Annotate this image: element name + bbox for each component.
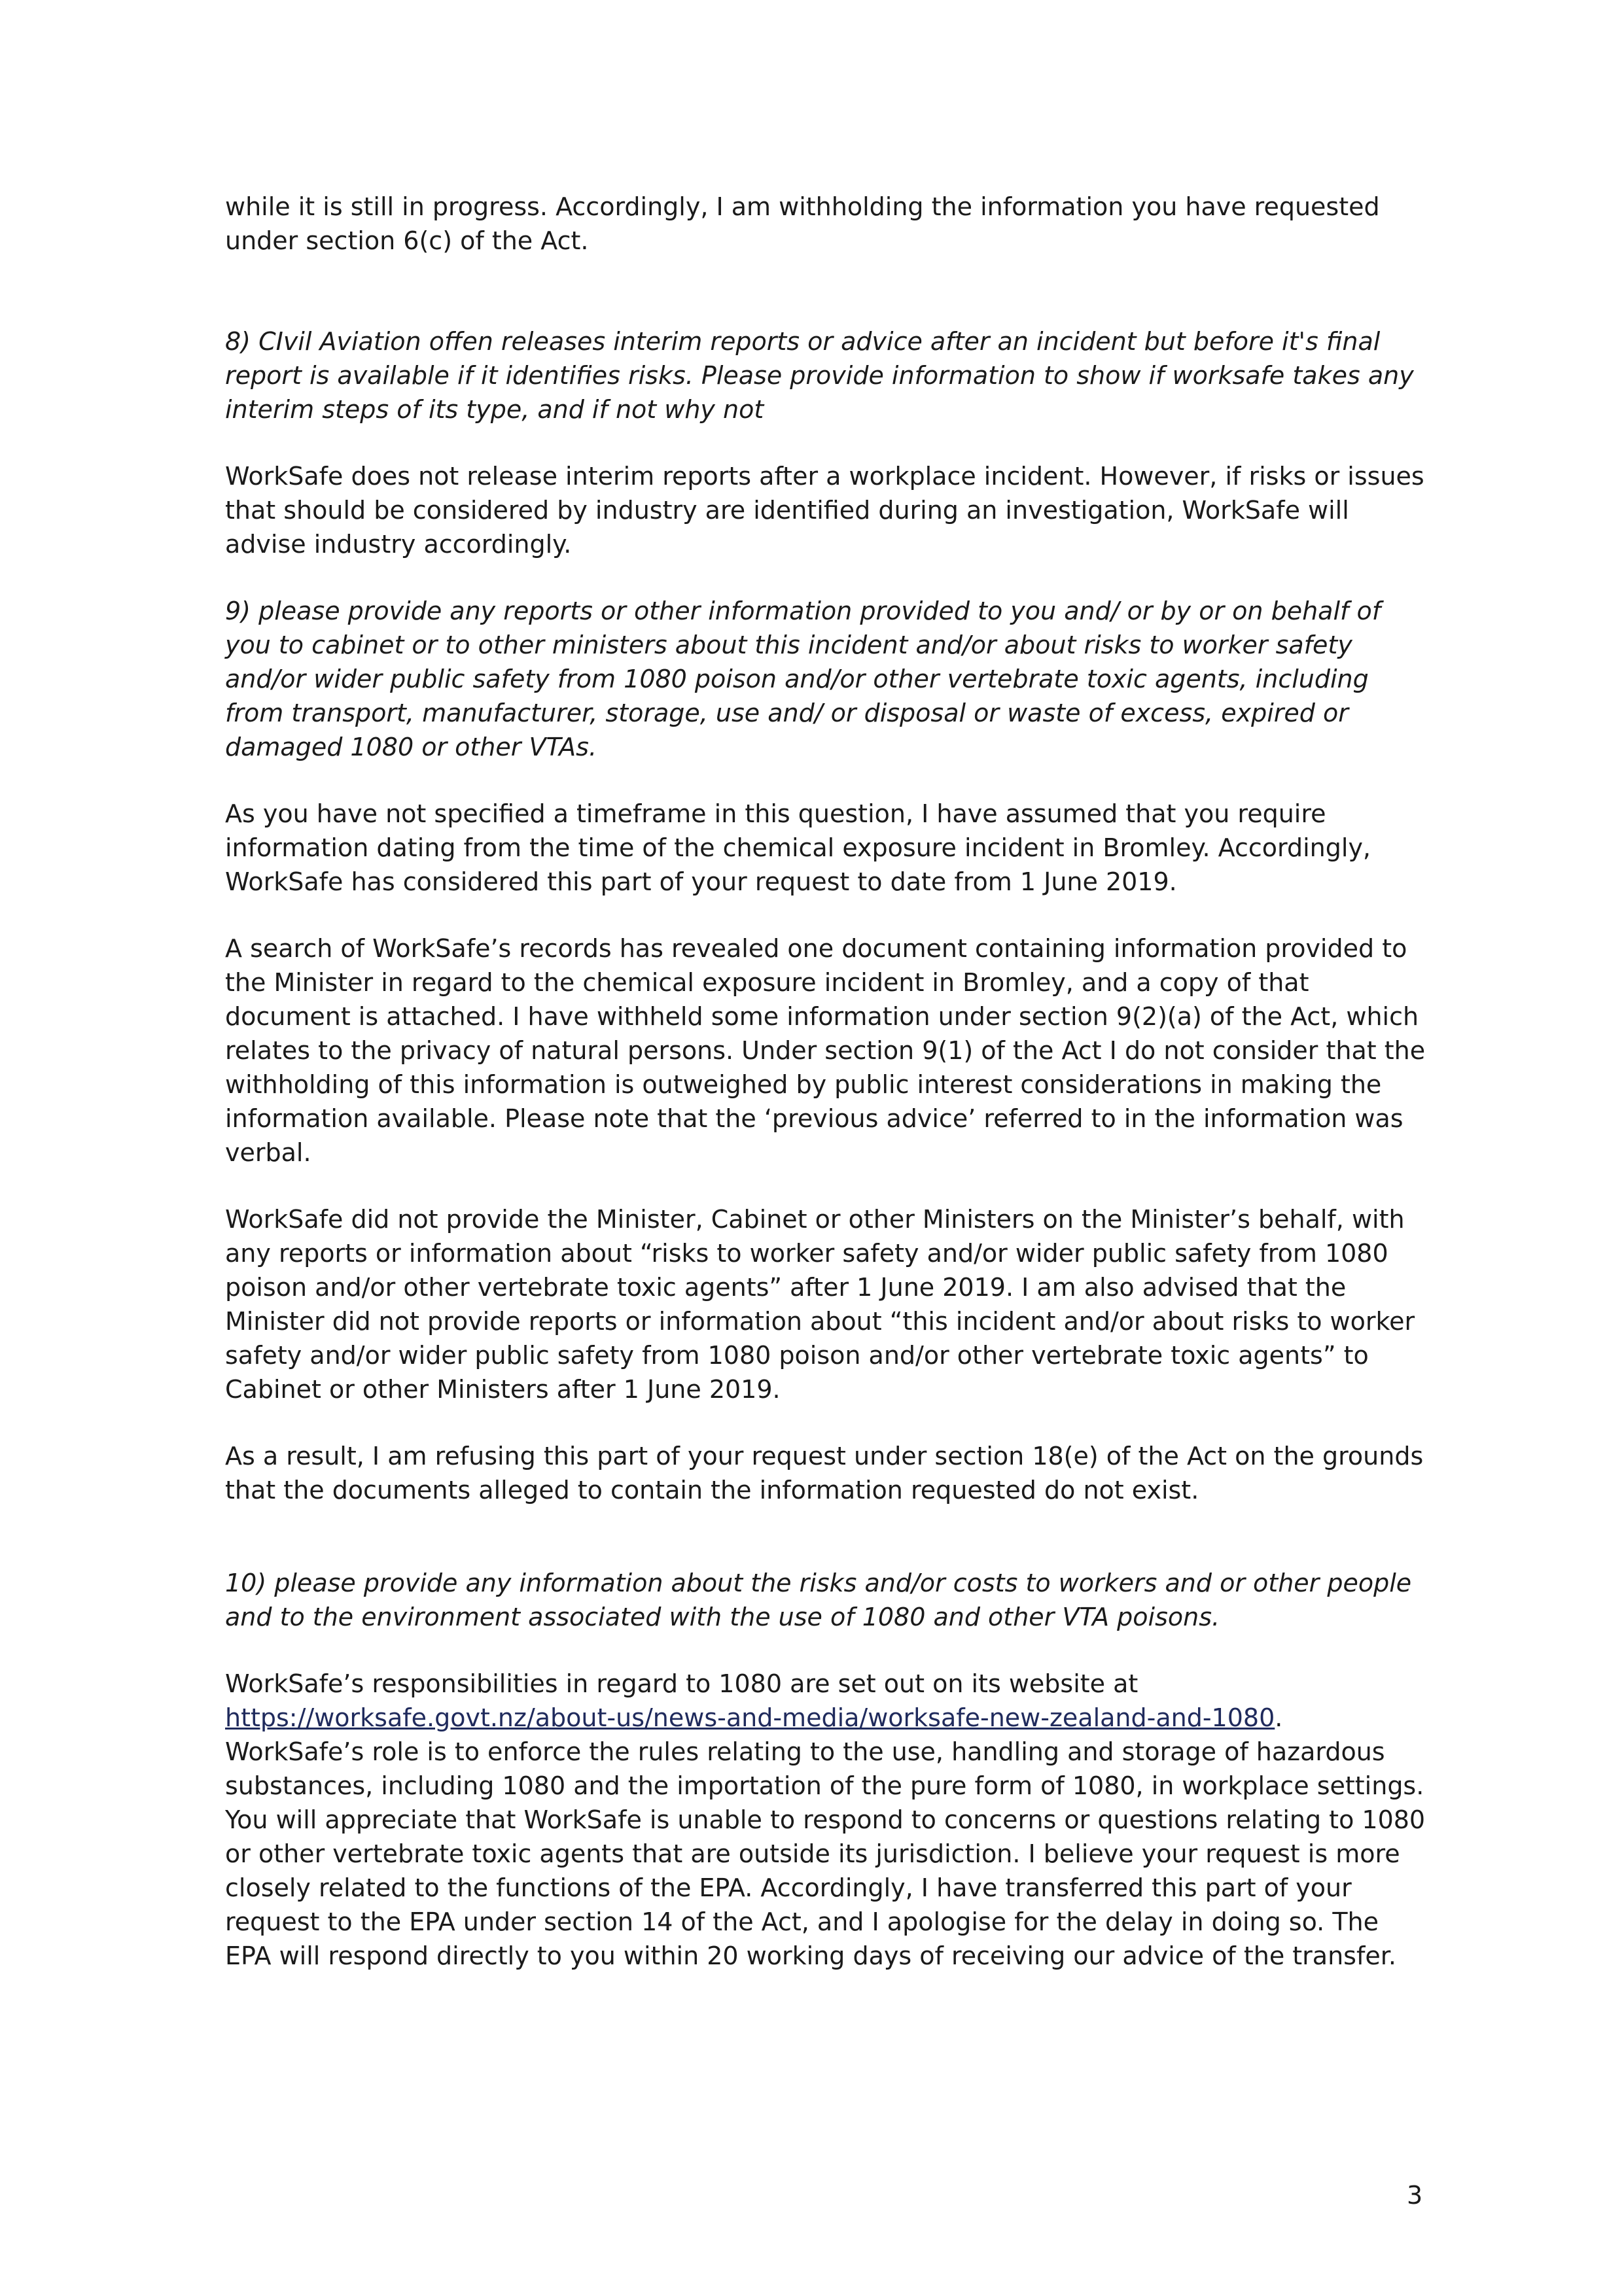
page-number: 3 [1407,2181,1423,2210]
worksafe-1080-link[interactable]: https://worksafe.govt.nz/about-us/news-and-media/worksafe-new-zealand-and-1080 [225,1703,1275,1732]
question-9: 9) please provide any reports or other information provided to you and/ or by or on behalf of you to cabinet or to other ministers about this incident and/or about risks to worker safety and/or wider public safety from 1080 poison and/or other vertebrate toxic agents, including from transport, manufacturer, storage, use and/ or disposal or waste of excess, expired or damaged 1080 or other VTAs. [225,597,1381,761]
answer-9-timeframe: As you have not specified a timeframe in this question, I have assumed that you require information dating from the time of the chemical exposure incident in Bromley. Accordingly, WorkSafe has considered this part of your request to date from 1 June 2019. [225,799,1371,896]
document-body [225,190,1429,1973]
intro-paragraph: while it is still in progress. Accordingly, I am withholding the information you have requested under section 6(c) of the Act. [225,192,1380,255]
answer-9-records-search: A search of WorkSafe’s records has revealed one document containing information provided to the Minister in regard to the chemical exposure incident in Bromley, and a copy of that document is attached. I have withheld some information under section 9(2)(a) of the Act, which relates to the privacy of natural persons. Under section 9(1) of the Act I do not consider that the withholding of this information is outweighed by public interest considerations in making the information available. Please note that the ‘previous advice’ referred to in the information was verbal. [225,934,1426,1167]
answer-10-intro: WorkSafe’s responsibilities in regard to 1080 are set out on its website at [225,1669,1139,1698]
answer-8: WorkSafe does not release interim reports after a workplace incident. However, if risks or issues that should be considered by industry are identified during an investigation, WorkSafe will advise industry accordingly. [225,462,1424,559]
answer-9-refusal: As a result, I am refusing this part of your request under section 18(e) of the Act on the grounds that the documents alleged to contain the information requested do not exist. [225,1442,1424,1505]
question-8: 8) CIvil Aviation offen releases interim reports or advice after an incident but before it's final report is available if it identifies risks. Please provide information to show if worksafe takes any interim steps of its type, and if not why not [225,327,1414,424]
answer-10 [225,1667,1429,1973]
answer-10-body: . WorkSafe’s role is to enforce the rules relating to the use, handling and storage of hazardous substances, including 1080 and the importation of the pure form of 1080, in workplace settings. You will appreciate that WorkSafe is unable to respond to concerns or questions relating to 1080 or other vertebrate toxic agents that are outside its jurisdiction. I believe your request is more closely related to the functions of the EPA. Accordingly, I have transferred this part of your request to the EPA under section 14 of the Act, and I apologise for the delay in doing so. The EPA will respond directly to you within 20 working days of receiving our advice of the transfer. [225,1703,1426,1970]
answer-9-no-reports: WorkSafe did not provide the Minister, Cabinet or other Ministers on the Minister’s behalf, with any reports or information about “risks to worker safety and/or wider public safety from 1080 poison and/or other vertebrate toxic agents” after 1 June 2019. I am also advised that the Minister did not provide reports or information about “this incident and/or about risks to worker safety and/or wider public safety from 1080 poison and/or other vertebrate toxic agents” to Cabinet or other Ministers after 1 June 2019. [225,1205,1415,1404]
question-10: 10) please provide any information about the risks and/or costs to workers and or other people and to the environment associated with the use of 1080 and other VTA poisons. [225,1569,1412,1631]
